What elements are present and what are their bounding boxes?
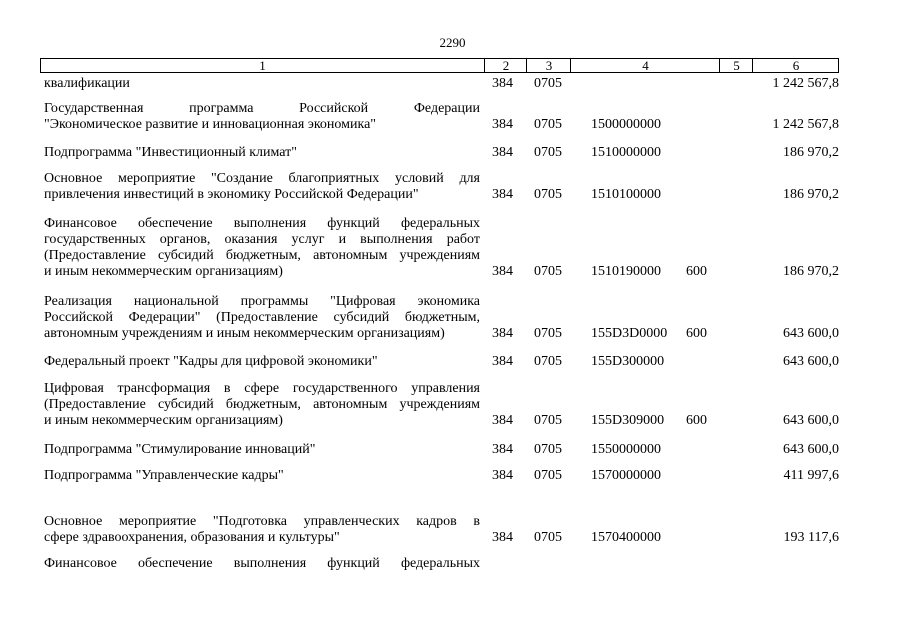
description-line: привлечения инвестиций в экономику Российской Федерации" bbox=[44, 187, 419, 202]
description-line: "Экономическое развитие и инновационная экономика" bbox=[44, 117, 377, 132]
header-col-1: 1 bbox=[259, 58, 266, 73]
cell-rz: 0705 bbox=[534, 117, 562, 132]
table-row bbox=[0, 76, 905, 92]
description-line: Основное мероприятие "Подготовка управленческих кадров в bbox=[44, 514, 480, 529]
cell-gr: 384 bbox=[492, 442, 513, 457]
cell-sum: 643 600,0 bbox=[783, 326, 839, 341]
description-line: и иным некоммерческим организациям) bbox=[44, 413, 283, 428]
description-line: и иным некоммерческим организациям) bbox=[44, 264, 283, 279]
cell-vr: 600 bbox=[686, 326, 707, 341]
table-row bbox=[0, 556, 905, 572]
cell-vr: 600 bbox=[686, 413, 707, 428]
row-description bbox=[44, 76, 480, 92]
cell-csr: 1510100000 bbox=[591, 187, 661, 202]
cell-sum: 643 600,0 bbox=[783, 442, 839, 457]
row-description bbox=[44, 556, 480, 572]
cell-gr: 384 bbox=[492, 413, 513, 428]
cell-rz: 0705 bbox=[534, 145, 562, 160]
description-line: государственных органов, оказания услуг и выполнения работ bbox=[44, 232, 480, 247]
cell-csr: 1570000000 bbox=[591, 468, 661, 483]
cell-csr: 1570400000 bbox=[591, 530, 661, 545]
description-line: автономным учреждениям и иным некоммерческим организациям) bbox=[44, 326, 445, 341]
cell-rz: 0705 bbox=[534, 354, 562, 369]
cell-csr: 155D309000 bbox=[591, 413, 665, 428]
table-row bbox=[0, 101, 905, 133]
description-line: Подпрограмма "Стимулирование инноваций" bbox=[44, 442, 316, 457]
row-description bbox=[44, 101, 480, 133]
description-line: Государственная программа Российской Федерации bbox=[44, 101, 480, 116]
cell-rz: 0705 bbox=[534, 76, 562, 91]
cell-gr: 384 bbox=[492, 326, 513, 341]
cell-sum: 186 970,2 bbox=[783, 187, 839, 202]
table-row bbox=[0, 514, 905, 546]
cell-csr: 1500000000 bbox=[591, 117, 661, 132]
cell-vr: 600 bbox=[686, 264, 707, 279]
cell-sum: 1 242 567,8 bbox=[772, 117, 839, 132]
cell-csr: 1510000000 bbox=[591, 145, 661, 160]
cell-gr: 384 bbox=[492, 187, 513, 202]
cell-gr: 384 bbox=[492, 264, 513, 279]
cell-rz: 0705 bbox=[534, 187, 562, 202]
table-row bbox=[0, 294, 905, 342]
cell-sum: 643 600,0 bbox=[783, 354, 839, 369]
row-description bbox=[44, 354, 480, 370]
description-line: Реализация национальной программы "Цифровая экономика bbox=[44, 294, 480, 309]
description-line: сфере здравоохранения, образования и культуры" bbox=[44, 530, 340, 545]
row-description bbox=[44, 381, 480, 429]
description-line: Цифровая трансформация в сфере государственного управления bbox=[44, 381, 480, 396]
page-number: 2290 bbox=[439, 35, 466, 50]
row-description bbox=[44, 145, 480, 161]
cell-rz: 0705 bbox=[534, 442, 562, 457]
header-col-4: 4 bbox=[570, 59, 720, 72]
description-line: Российской Федерации" (Предоставление субсидий бюджетным, bbox=[44, 310, 480, 325]
cell-sum: 193 117,6 bbox=[783, 530, 839, 545]
cell-rz: 0705 bbox=[534, 530, 562, 545]
cell-csr: 155D300000 bbox=[591, 354, 665, 369]
cell-csr: 155D3D0000 bbox=[591, 326, 668, 341]
cell-rz: 0705 bbox=[534, 326, 562, 341]
table-row bbox=[0, 442, 905, 458]
table-row bbox=[0, 145, 905, 161]
description-line: Подпрограмма "Управленческие кадры" bbox=[44, 468, 284, 483]
cell-gr: 384 bbox=[492, 530, 513, 545]
description-line: Финансовое обеспечение выполнения функций федеральных bbox=[44, 216, 480, 231]
header-col-3: 3 bbox=[526, 59, 571, 72]
cell-gr: 384 bbox=[492, 117, 513, 132]
row-description bbox=[44, 294, 480, 342]
cell-sum: 1 242 567,8 bbox=[772, 76, 839, 91]
table-row bbox=[0, 354, 905, 370]
table-row bbox=[0, 468, 905, 484]
cell-rz: 0705 bbox=[534, 264, 562, 279]
cell-gr: 384 bbox=[492, 145, 513, 160]
description-line: (Предоставление субсидий бюджетным, автономным учреждениям bbox=[44, 397, 480, 412]
cell-sum: 186 970,2 bbox=[783, 145, 839, 160]
description-line: квалификации bbox=[44, 76, 130, 91]
description-line: Финансовое обеспечение выполнения функций федеральных bbox=[44, 556, 480, 571]
header-col-5: 5 bbox=[719, 59, 753, 72]
description-line: Подпрограмма "Инвестиционный климат" bbox=[44, 145, 297, 160]
cell-csr: 1510190000 bbox=[591, 264, 661, 279]
cell-gr: 384 bbox=[492, 76, 513, 91]
cell-csr: 1550000000 bbox=[591, 442, 661, 457]
cell-sum: 186 970,2 bbox=[783, 264, 839, 279]
table-row bbox=[0, 171, 905, 203]
cell-gr: 384 bbox=[492, 354, 513, 369]
header-col-6: 6 bbox=[752, 59, 839, 72]
cell-gr: 384 bbox=[492, 468, 513, 483]
cell-sum: 643 600,0 bbox=[783, 413, 839, 428]
cell-rz: 0705 bbox=[534, 468, 562, 483]
cell-rz: 0705 bbox=[534, 413, 562, 428]
row-description bbox=[44, 442, 480, 458]
row-description bbox=[44, 216, 480, 280]
header-col-2: 2 bbox=[484, 59, 527, 72]
description-line: (Предоставление субсидий бюджетным, автономным учреждениям bbox=[44, 248, 480, 263]
description-line: Основное мероприятие "Создание благоприятных условий для bbox=[44, 171, 480, 186]
table-row bbox=[0, 216, 905, 280]
row-description bbox=[44, 171, 480, 203]
row-description bbox=[44, 468, 480, 484]
cell-sum: 411 997,6 bbox=[783, 468, 839, 483]
table-row bbox=[0, 381, 905, 429]
table-header bbox=[40, 58, 839, 73]
description-line: Федеральный проект "Кадры для цифровой экономики" bbox=[44, 354, 378, 369]
row-description bbox=[44, 514, 480, 546]
